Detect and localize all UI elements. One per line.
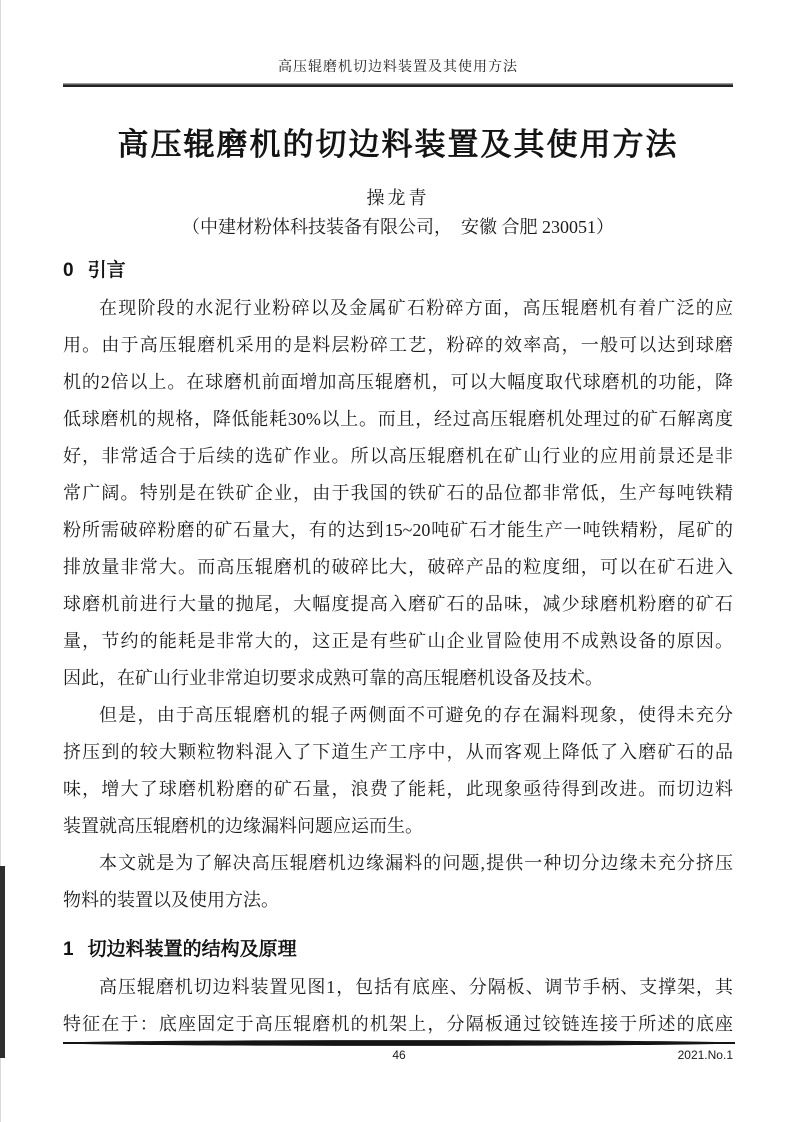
body-line: 味，增大了球磨机粉磨的矿石量，浪费了能耗，此现象亟待得到改进。而切边料 [63,779,733,799]
paragraph [63,845,733,919]
author-name: 操龙青 [366,188,430,208]
issue-label: 2021.No.1 [677,1048,733,1062]
section-heading [63,256,733,286]
page-title: 高压辊磨机的切边料装置及其使用方法 [117,127,679,162]
section-body [63,965,733,1043]
running-title: 高压辊磨机切边料装置及其使用方法 [278,60,518,75]
page-header [63,0,733,87]
paragraph [63,969,733,1043]
body-line: 因此，在矿山行业非常迫切要求成熟可靠的高压辊磨机设备及技术。 [63,668,603,688]
body-line: 装置就高压辊磨机的边缘漏料问题应运而生。 [63,816,423,836]
section-number: 0 [63,260,74,281]
footer-rule [63,1040,735,1046]
paragraph [63,697,733,845]
section-number: 1 [63,939,74,960]
footer-row [63,1048,735,1066]
scan-artifact-bar [0,866,5,1058]
body-line: 挤压到的较大颗粒物料混入了下道生产工序中，从而客观上降低了入磨矿石的品 [63,742,733,762]
sections-container [63,256,733,1043]
body-line: 粉所需破碎粉磨的矿石量大，有的达到15~20吨矿石才能生产一吨铁精粉，尾矿的 [63,520,733,540]
body-line: 特征在于：底座固定于高压辊磨机的机架上，分隔板通过铰链连接于所述的底座 [63,1014,733,1034]
body-line: 低球磨机的规格，降低能耗30%以上。而且，经过高压辊磨机处理过的矿石解离度 [63,409,733,429]
section-heading-text: 切边料装置的结构及原理 [87,939,297,960]
body-line: 好，非常适合于后续的选矿作业。所以高压辊磨机在矿山行业的应用前景还是非 [63,446,733,466]
body-line: 常广阔。特别是在铁矿企业，由于我国的铁矿石的品位都非常低，生产每吨铁精 [63,483,733,503]
body-line: 量，节约的能耗是非常大的，这正是有些矿山企业冒险使用不成熟设备的原因。 [63,631,733,651]
body-line: 但是，由于高压辊磨机的辊子两侧面不可避免的存在漏料现象，使得未充分 [99,705,733,725]
section-heading [63,935,733,965]
body-line: 球磨机前进行大量的抛尾，大幅度提高入磨矿石的品味，减少球磨机粉磨的矿石 [63,594,733,614]
body-line: 机的2倍以上。在球磨机前面增加高压辊磨机，可以大幅度取代球磨机的功能，降 [63,372,733,392]
page-footer [63,1040,735,1066]
body-line: 排放量非常大。而高压辊磨机的破碎比大，破碎产品的粒度细，可以在矿石进入 [63,557,733,577]
section-heading-text: 引言 [87,260,126,281]
body-line: 用。由于高压辊磨机采用的是料层粉碎工艺，粉碎的效率高，一般可以达到球磨 [63,335,733,355]
body-line: 本文就是为了解决高压辊磨机边缘漏料的问题,提供一种切分边缘未充分挤压 [99,853,733,873]
page-number: 46 [392,1048,406,1062]
author-affiliation: （中建材粉体科技装备有限公司， 安徽 合肥 230051） [182,217,614,237]
body-line: 高压辊磨机切边料装置见图1，包括有底座、分隔板、调节手柄、支撑架，其 [99,977,733,997]
document-body [63,123,733,1043]
paragraph [63,290,733,697]
header-rule [63,83,733,87]
section-body [63,286,733,919]
body-line: 物料的装置以及使用方法。 [63,890,279,910]
body-line: 在现阶段的水泥行业粉碎以及金属矿石粉碎方面，高压辊磨机有着广泛的应 [99,298,733,318]
